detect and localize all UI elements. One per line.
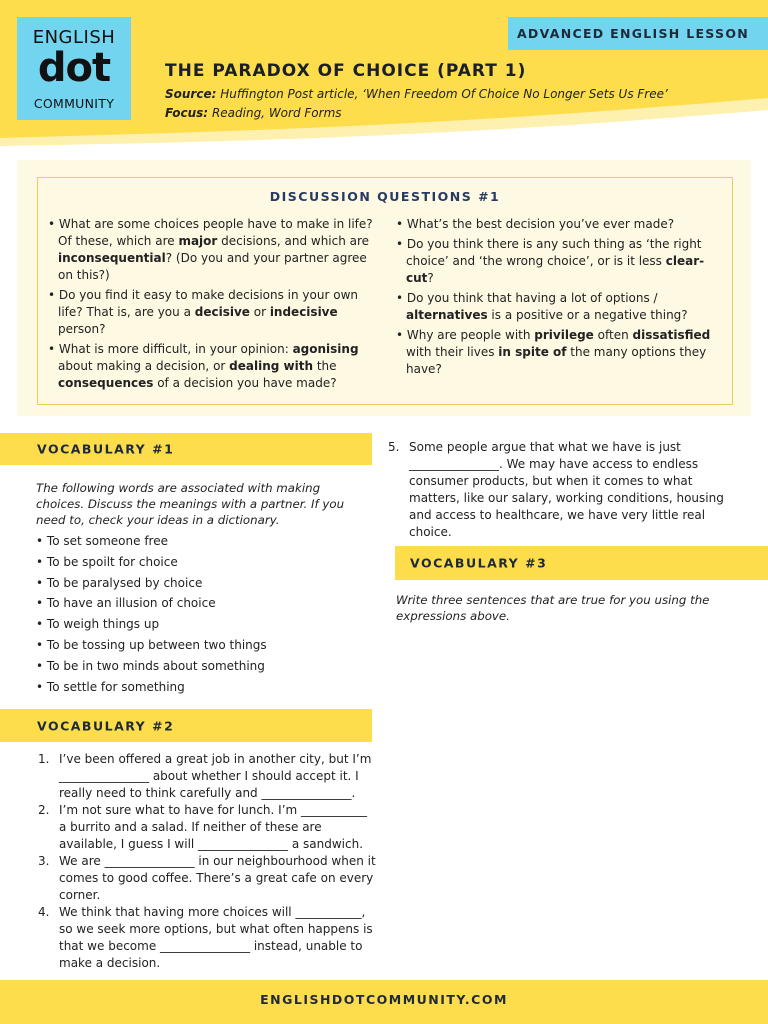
discussion-heading: DISCUSSION QUESTIONS #1	[269, 189, 501, 204]
key-term: inconsequential	[58, 251, 166, 265]
discussion-questions-left	[48, 216, 378, 395]
question-text: Why are people with	[406, 328, 535, 342]
key-term: agonising	[292, 342, 359, 356]
exercise-item	[38, 751, 378, 802]
exercise-text: I’m not sure what to have for lunch. I’m ___________ a burrito and a salad. If neither of these are available, I guess I will _______________ a sandwich.	[59, 803, 368, 851]
list-item: • To be paralysed by choice	[36, 575, 203, 590]
key-term: decisive	[194, 305, 250, 319]
list-item: • To be spoilt for choice	[36, 554, 178, 569]
list-item: • To be tossing up between two things	[36, 637, 267, 652]
focus-label: Focus:	[165, 106, 209, 120]
list-item: • To be in two minds about something	[36, 658, 265, 673]
question-text: ?	[427, 271, 434, 285]
question-text: person?	[58, 322, 106, 336]
exercise-item	[38, 802, 378, 853]
exercise-item	[38, 904, 378, 972]
vocab2-exercise-list	[38, 751, 378, 972]
logo-line-3: COMMUNITY	[33, 96, 115, 111]
key-term: privilege	[534, 328, 594, 342]
discussion-question: • Do you find it easy to make decisions in your own life? That is, are you a decisive or indecisive person?	[48, 288, 358, 336]
list-item: • To settle for something	[36, 679, 185, 694]
question-text: Do you think there is any such thing as ‘the right choice’ and ‘the wrong choice’, or is it less	[406, 237, 702, 268]
logo-line-2: dot	[37, 45, 111, 91]
question-text: What are some choices people have to make in life? Of these, which are	[58, 217, 373, 248]
key-term: major	[178, 234, 218, 248]
exercise-text: Some people argue that what we have is just _______________. We may have access to endless consumer products, but when it comes to what matters, like our salary, working conditions, housing and access to healthcare, we have very little real choice.	[409, 440, 724, 539]
vocab1-heading: VOCABULARY #1	[37, 441, 175, 457]
key-term: indecisive	[269, 305, 338, 319]
page-footer	[0, 980, 768, 1024]
question-text: or	[249, 305, 270, 319]
discussion-panel	[37, 177, 733, 405]
key-term: clear-cut	[406, 254, 705, 285]
focus-text: Reading, Word Forms	[211, 106, 342, 120]
source-line	[165, 87, 668, 101]
key-term: consequences	[58, 376, 154, 390]
question-text: Do you think that having a lot of options /	[406, 291, 658, 305]
footer-url: ENGLISHDOTCOMMUNITY.COM	[260, 992, 508, 1007]
key-term: dissatisfied	[632, 328, 711, 342]
question-text: about making a decision, or	[58, 359, 230, 373]
vocab1-expression-list	[36, 531, 267, 697]
exercise-number: 3.	[38, 854, 50, 868]
vocab1-section-header	[0, 433, 372, 465]
page-title: THE PARADOX OF CHOICE (PART 1)	[165, 61, 527, 81]
exercise-text: We think that having more choices will ___________, so we seek more options, but what often happens is that we become _______________ instead, unable to make a decision.	[59, 905, 373, 970]
source-text: Huffington Post article, ‘When Freedom Of Choice No Longer Sets Us Free’	[220, 87, 668, 101]
exercise-number: 1.	[38, 752, 50, 766]
discussion-question: • What is more difficult, in your opinion: agonising about making a decision, or dealing with the consequences of a decision you have made?	[48, 342, 359, 390]
lesson-level-badge	[508, 17, 768, 50]
question-text: ? (Do you and your partner agree on this?)	[58, 251, 367, 282]
vocab3-section-header	[395, 546, 768, 580]
logo-line-1: ENGLISH	[32, 27, 116, 48]
source-label: Source:	[165, 87, 217, 101]
key-term: dealing with	[229, 359, 313, 373]
exercise-item	[38, 853, 378, 904]
exercise-item	[388, 439, 728, 541]
discussion-questions-right	[396, 216, 726, 381]
question-text: What is more difficult, in your opinion:	[58, 342, 293, 356]
exercise-number: 2.	[38, 803, 50, 817]
question-text: with their lives	[406, 345, 499, 359]
list-item: • To have an illusion of choice	[36, 596, 216, 611]
question-text: the many options they have?	[406, 345, 707, 376]
discussion-question: • Why are people with privilege often dissatisfied with their lives in spite of the many options they have?	[396, 328, 711, 376]
exercise-number: 5.	[388, 440, 400, 454]
logo	[17, 17, 131, 120]
key-term: in spite of	[498, 345, 567, 359]
focus-line	[165, 106, 342, 120]
question-text: is a positive or a negative thing?	[487, 308, 688, 322]
exercise-number: 4.	[38, 905, 50, 919]
lesson-level-label: ADVANCED ENGLISH LESSON	[516, 26, 750, 41]
question-text: Do you find it easy to make decisions in your own life? That is, are you a	[58, 288, 358, 319]
question-text: of a decision you have made?	[153, 376, 337, 390]
vocab2-section-header	[0, 709, 372, 742]
list-item: • To set someone free	[36, 534, 168, 548]
question-text: the	[313, 359, 337, 373]
exercise-text: I’ve been offered a great job in another city, but I’m _______________ about whether I should accept it. I really need to think carefully and _______________.	[59, 752, 372, 800]
discussion-question: • What’s the best decision you’ve ever made?	[396, 217, 675, 231]
key-term: alternatives	[406, 308, 488, 322]
discussion-question: • Do you think that having a lot of options / alternatives is a positive or a negative thing?	[396, 291, 688, 322]
question-text: decisions, and which are	[217, 234, 370, 248]
question-text: What’s the best decision you’ve ever made?	[406, 217, 675, 231]
vocab3-heading: VOCABULARY #3	[410, 555, 548, 571]
exercise-text: We are _______________ in our neighbourhood when it comes to good coffee. There’s a great cafe on every corner.	[59, 854, 376, 902]
list-item: • To weigh things up	[36, 617, 160, 632]
vocab2-heading: VOCABULARY #2	[37, 718, 175, 733]
discussion-question: • What are some choices people have to make in life? Of these, which are major decisions, and which are inconsequential? (Do you and your partner agree on this?)	[48, 217, 373, 282]
vocab3-instructions: Write three sentences that are true for you using the expressions above.	[396, 593, 710, 623]
vocab2-exercise-list-continued	[388, 439, 728, 542]
vocab1-instructions: The following words are associated with making choices. Discuss the meanings with a partner. If you need to, check your ideas in a dictionary.	[36, 481, 345, 527]
question-text: often	[593, 328, 633, 342]
discussion-question: • Do you think there is any such thing as ‘the right choice’ and ‘the wrong choice’, or is it less clear-cut?	[396, 237, 705, 285]
